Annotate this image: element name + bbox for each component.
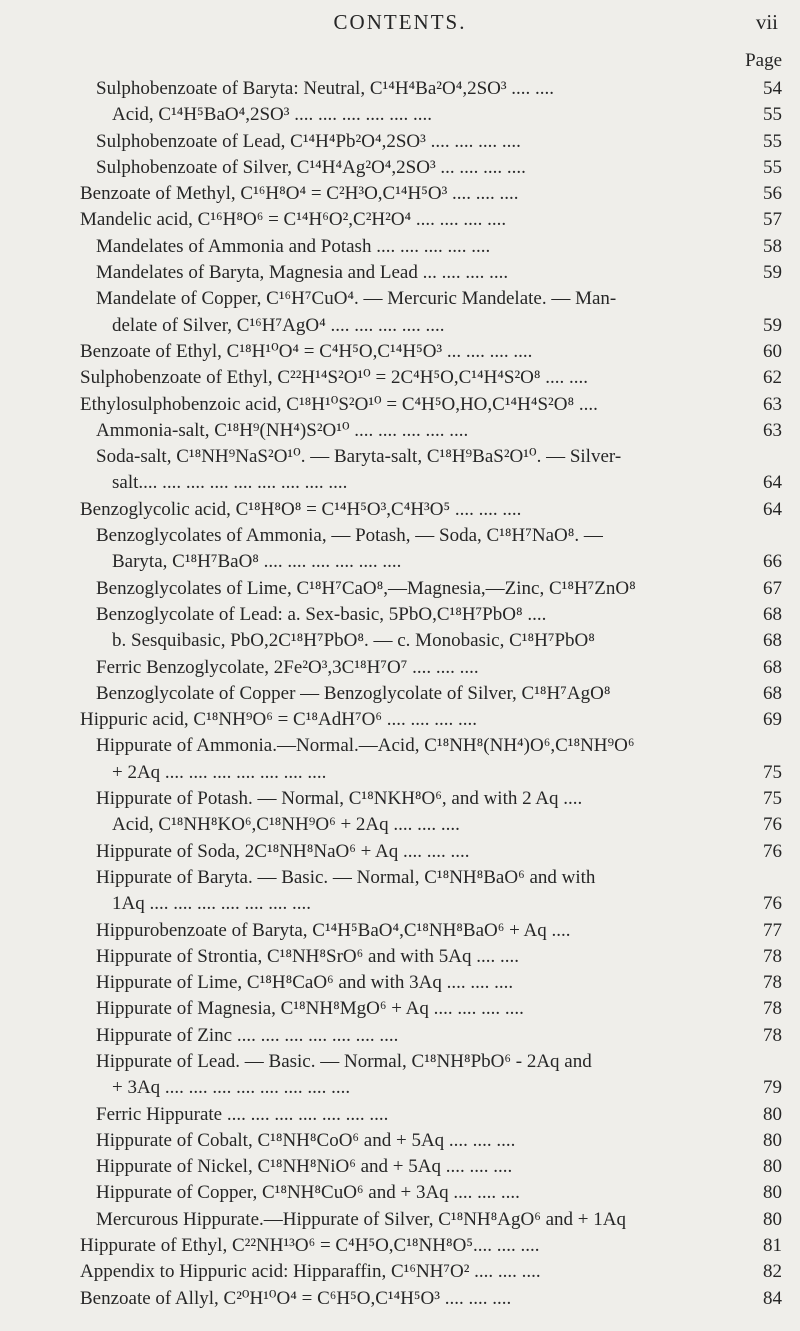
entry-title: Benzoglycolates of Ammonia, — Potash, — Soda, C¹⁸H⁷NaO⁸. — <box>96 525 603 547</box>
entry-page-number: 55 <box>763 130 782 152</box>
contents-entry <box>0 365 800 391</box>
header-page-number: vii <box>755 10 778 34</box>
entry-title: 1Aq .... .... .... .... .... .... .... <box>112 893 311 915</box>
entry-page-number: 78 <box>763 998 782 1020</box>
contents-entry <box>0 944 800 970</box>
contents-entry <box>0 1102 800 1128</box>
contents-entry <box>0 628 800 654</box>
entry-page-number: 75 <box>763 788 782 810</box>
entry-page-number: 68 <box>763 630 782 652</box>
entry-page-number: 78 <box>763 1024 782 1046</box>
entry-title: Ferric Hippurate .... .... .... .... .... .... .... <box>96 1103 389 1125</box>
contents-entry <box>0 1180 800 1206</box>
entry-title: Acid, C¹⁴H⁵BaO⁴,2SO³ .... .... .... .... .... .... <box>112 104 432 126</box>
contents-entry <box>0 970 800 996</box>
entry-title: Mandelic acid, C¹⁶H⁸O⁶ = C¹⁴H⁶O²,C²H²O⁴ .... .... .... .... <box>80 209 507 231</box>
contents-entry <box>0 655 800 681</box>
contents-entry <box>0 207 800 233</box>
contents-entry <box>0 1233 800 1259</box>
entry-title: Ammonia-salt, C¹⁸H⁹(NH⁴)S²O¹⁰ .... .... .... .... .... <box>96 419 469 441</box>
contents-entry <box>0 339 800 365</box>
entry-page-number: 69 <box>763 709 782 731</box>
entry-title: Mercurous Hippurate.—Hippurate of Silver, C¹⁸NH⁸AgO⁶ and + 1Aq <box>96 1208 626 1230</box>
contents-entry <box>0 1286 800 1312</box>
entry-title: Benzoate of Ethyl, C¹⁸H¹⁰O⁴ = C⁴H⁵O,C¹⁴H⁵O³ ... .... .... .... <box>80 340 533 362</box>
contents-entry <box>0 602 800 628</box>
entry-page-number: 57 <box>763 209 782 231</box>
entry-title: Benzoglycolate of Copper — Benzoglycolate of Silver, C¹⁸H⁷AgO⁸ <box>96 682 611 704</box>
contents-entry <box>0 1154 800 1180</box>
entry-page-number: 80 <box>763 1182 782 1204</box>
contents-entry <box>0 786 800 812</box>
contents-entry <box>0 1259 800 1285</box>
entry-title: + 2Aq .... .... .... .... .... .... .... <box>112 761 327 783</box>
entry-title: Hippurate of Nickel, C¹⁸NH⁸NiO⁶ and + 5Aq .... .... .... <box>96 1156 513 1178</box>
entry-page-number: 58 <box>763 235 782 257</box>
contents-entry <box>0 576 800 602</box>
contents-entry <box>0 102 800 128</box>
entry-page-number: 63 <box>763 393 782 415</box>
entry-title: delate of Silver, C¹⁶H⁷AgO⁴ .... .... .... .... .... <box>112 314 445 336</box>
entry-page-number: 68 <box>763 656 782 678</box>
contents-entry <box>0 996 800 1022</box>
contents-entry <box>0 918 800 944</box>
entry-page-number: 67 <box>763 577 782 599</box>
contents-entry <box>0 497 800 523</box>
entry-page-number: 75 <box>763 761 782 783</box>
entry-page-number: 76 <box>763 814 782 836</box>
entry-page-number: 55 <box>763 156 782 178</box>
entry-title: Hippurate of Potash. — Normal, C¹⁸NKH⁸O⁶, and with 2 Aq .... <box>96 788 583 810</box>
entry-page-number: 80 <box>763 1129 782 1151</box>
contents-list <box>0 76 800 1312</box>
entry-title: Acid, C¹⁸NH⁸KO⁶,C¹⁸NH⁹O⁶ + 2Aq .... .... .... <box>112 814 460 836</box>
contents-entry <box>0 181 800 207</box>
contents-entry <box>0 681 800 707</box>
contents-entry <box>0 733 800 759</box>
entry-page-number: 77 <box>763 919 782 941</box>
contents-entry <box>0 865 800 891</box>
entry-page-number: 64 <box>763 472 782 494</box>
entry-page-number: 64 <box>763 498 782 520</box>
entry-title: Hippurate of Soda, 2C¹⁸NH⁸NaO⁶ + Aq .... .... .... <box>96 840 470 862</box>
entry-title: Hippurate of Ammonia.—Normal.—Acid, C¹⁸NH⁸(NH⁴)O⁶,C¹⁸NH⁹O⁶ <box>96 735 635 757</box>
entry-title: Soda-salt, C¹⁸NH⁹NaS²O¹⁰. — Baryta-salt, C¹⁸H⁹BaS²O¹⁰. — Silver- <box>96 446 622 468</box>
contents-entry <box>0 1207 800 1233</box>
contents-entry <box>0 155 800 181</box>
entry-page-number: 56 <box>763 183 782 205</box>
entry-page-number: 80 <box>763 1103 782 1125</box>
entry-title: Mandelates of Baryta, Magnesia and Lead ... .... .... .... <box>96 262 509 284</box>
entry-page-number: 62 <box>763 367 782 389</box>
contents-entry <box>0 392 800 418</box>
entry-title: Hippurate of Strontia, C¹⁸NH⁸SrO⁶ and with 5Aq .... .... <box>96 945 519 967</box>
page-header <box>0 0 800 80</box>
entry-page-number: 76 <box>763 840 782 862</box>
entry-title: Benzoglycolates of Lime, C¹⁸H⁷CaO⁸,—Magnesia,—Zinc, C¹⁸H⁷ZnO⁸ <box>96 577 636 599</box>
entry-page-number: 66 <box>763 551 782 573</box>
entry-title: Appendix to Hippuric acid: Hipparaffin, C¹⁶NH⁷O² .... .... .... <box>80 1261 541 1283</box>
entry-page-number: 84 <box>763 1287 782 1309</box>
contents-entry <box>0 760 800 786</box>
contents-entry <box>0 891 800 917</box>
entry-title: Mandelates of Ammonia and Potash .... .... .... .... .... <box>96 235 491 257</box>
entry-page-number: 80 <box>763 1156 782 1178</box>
entry-page-number: 59 <box>763 314 782 336</box>
entry-title: b. Sesquibasic, PbO,2C¹⁸H⁷PbO⁸. — c. Monobasic, C¹⁸H⁷PbO⁸ <box>112 630 595 652</box>
entry-title: Ethylosulphobenzoic acid, C¹⁸H¹⁰S²O¹⁰ = C⁴H⁵O,HO,C¹⁴H⁴S²O⁸ .... <box>80 393 598 415</box>
entry-title: salt.... .... .... .... .... .... .... .... .... <box>112 472 348 494</box>
entry-page-number: 59 <box>763 262 782 284</box>
entry-title: Sulphobenzoate of Silver, C¹⁴H⁴Ag²O⁴,2SO³ ... .... .... .... <box>96 156 526 178</box>
contents-entry <box>0 313 800 339</box>
contents-entry <box>0 418 800 444</box>
contents-entry <box>0 549 800 575</box>
contents-entry <box>0 1128 800 1154</box>
entry-title: Sulphobenzoate of Lead, C¹⁴H⁴Pb²O⁴,2SO³ .... .... .... .... <box>96 130 521 152</box>
entry-title: Hippurate of Copper, C¹⁸NH⁸CuO⁶ and + 3Aq .... .... .... <box>96 1182 520 1204</box>
contents-entry <box>0 707 800 733</box>
entry-title: Hippurate of Baryta. — Basic. — Normal, C¹⁸NH⁸BaO⁶ and with <box>96 866 596 888</box>
entry-title: Hippurate of Ethyl, C²²NH¹³O⁶ = C⁴H⁵O,C¹⁸NH⁸O⁵.... .... .... <box>80 1235 540 1257</box>
contents-entry <box>0 1075 800 1101</box>
contents-entry <box>0 470 800 496</box>
entry-page-number: 82 <box>763 1261 782 1283</box>
entry-title: Hippuric acid, C¹⁸NH⁹O⁶ = C¹⁸AdH⁷O⁶ .... .... .... .... <box>80 709 477 731</box>
entry-page-number: 81 <box>763 1235 782 1257</box>
contents-entry <box>0 76 800 102</box>
entry-page-number: 76 <box>763 893 782 915</box>
entry-page-number: 63 <box>763 419 782 441</box>
entry-title: Baryta, C¹⁸H⁷BaO⁸ .... .... .... .... .... .... <box>112 551 402 573</box>
entry-page-number: 60 <box>763 340 782 362</box>
entry-page-number: 78 <box>763 945 782 967</box>
entry-title: Hippurate of Lime, C¹⁸H⁸CaO⁶ and with 3Aq .... .... .... <box>96 972 514 994</box>
contents-entry <box>0 444 800 470</box>
entry-page-number: 54 <box>763 78 782 99</box>
entry-title: Sulphobenzoate of Ethyl, C²²H¹⁴S²O¹⁰ = 2C⁴H⁵O,C¹⁴H⁴S²O⁸ .... .... <box>80 367 589 389</box>
entry-title: Hippurate of Magnesia, C¹⁸NH⁸MgO⁶ + Aq .... .... .... .... <box>96 998 524 1020</box>
contents-entry <box>0 1023 800 1049</box>
contents-entry <box>0 523 800 549</box>
contents-entry <box>0 286 800 312</box>
entry-title: + 3Aq .... .... .... .... .... .... .... .... <box>112 1077 351 1099</box>
entry-title: Benzoate of Allyl, C²⁰H¹⁰O⁴ = C⁶H⁵O,C¹⁴H⁵O³ .... .... .... <box>80 1287 512 1309</box>
entry-title: Hippurate of Cobalt, C¹⁸NH⁸CoO⁶ and + 5Aq .... .... .... <box>96 1129 516 1151</box>
contents-entry <box>0 260 800 286</box>
entry-title: Hippurate of Lead. — Basic. — Normal, C¹⁸NH⁸PbO⁶ - 2Aq and <box>96 1050 592 1072</box>
contents-entry <box>0 812 800 838</box>
contents-entry <box>0 1049 800 1075</box>
entry-page-number: 79 <box>763 1077 782 1099</box>
contents-entry <box>0 129 800 155</box>
entry-page-number: 68 <box>763 603 782 625</box>
entry-title: Sulphobenzoate of Baryta: Neutral, C¹⁴H⁴Ba²O⁴,2SO³ .... .... <box>96 78 555 99</box>
entry-page-number: 78 <box>763 972 782 994</box>
entry-title: Benzoglycolic acid, C¹⁸H⁸O⁸ = C¹⁴H⁵O³,C⁴H³O⁵ .... .... .... <box>80 498 522 520</box>
contents-entry <box>0 839 800 865</box>
entry-title: Hippurate of Zinc .... .... .... .... .... .... .... <box>96 1024 399 1046</box>
entry-title: Benzoglycolate of Lead: a. Sex-basic, 5PbO,C¹⁸H⁷PbO⁸ .... <box>96 603 547 625</box>
running-title: CONTENTS. <box>333 10 467 34</box>
entry-page-number: 55 <box>763 104 782 126</box>
entry-page-number: 68 <box>763 682 782 704</box>
contents-entry <box>0 234 800 260</box>
entry-title: Ferric Benzoglycolate, 2Fe²O³,3C¹⁸H⁷O⁷ .... .... .... <box>96 656 479 678</box>
entry-page-number: 80 <box>763 1208 782 1230</box>
entry-title: Hippurobenzoate of Baryta, C¹⁴H⁵BaO⁴,C¹⁸NH⁸BaO⁶ + Aq .... <box>96 919 571 941</box>
entry-title: Mandelate of Copper, C¹⁶H⁷CuO⁴. — Mercuric Mandelate. — Man- <box>96 288 617 310</box>
page-column-label: Page <box>745 50 782 71</box>
entry-title: Benzoate of Methyl, C¹⁶H⁸O⁴ = C²H³O,C¹⁴H⁵O³ .... .... .... <box>80 183 519 205</box>
